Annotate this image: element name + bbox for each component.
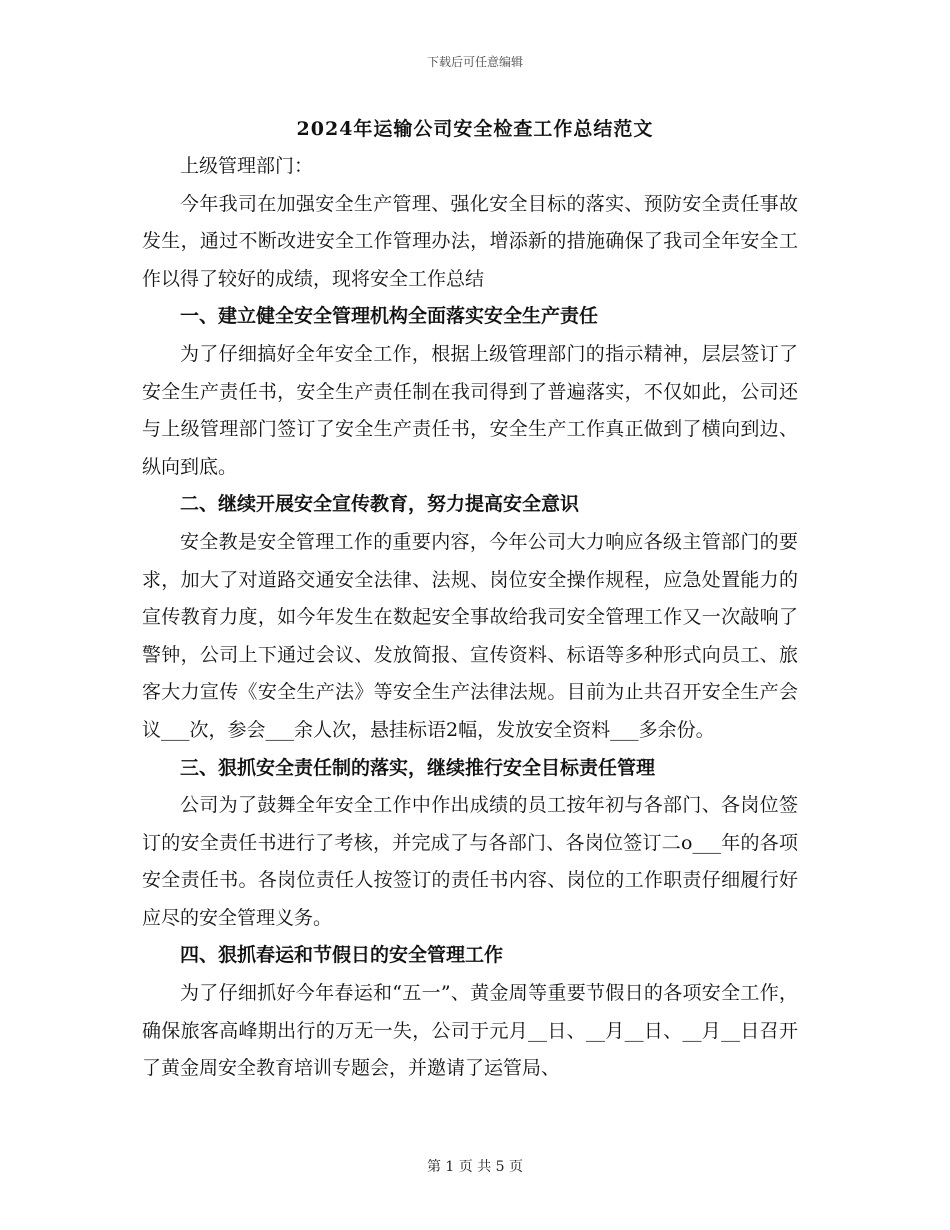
section-heading-1: 一、建立健全安全管理机构全面落实安全生产责任: [180, 305, 599, 328]
document-title: 2024年运输公司安全检查工作总结范文: [296, 118, 654, 140]
header-note: 下载后可任意编辑: [426, 55, 523, 69]
document-body: [142, 148, 798, 1088]
salutation: 上级管理部门：: [180, 155, 314, 177]
section-heading-2: 二、继续开展安全宣传教育，努力提高安全意识: [180, 493, 580, 516]
page-number-footer: 第 1 页 共 5 页: [426, 1159, 524, 1175]
paragraph-intro: 今年我司在加强安全生产管理、强化安全目标的落实、预防安全责任事故发生，通过不断改进安全工作管理办法，增添新的措施确保了我司全年安全工作以得了较好的成绩，现将安全工作总结: [142, 192, 798, 290]
section-heading-3: 三、狠抓安全责任制的落实，继续推行安全目标责任管理: [180, 756, 656, 779]
section-heading-4: 四、狠抓春运和节假日的安全管理工作: [180, 944, 504, 967]
paragraph-section-4: 为了仔细抓好今年春运和“五一”、黄金周等重要节假日的各项安全工作，确保旅客高峰期出行的万无一失，公司于元月__日、__月__日、__月__日召开了黄金周安全教育培训专题会，并邀请了运管局、: [142, 982, 798, 1080]
paragraph-section-1: 为了仔细搞好全年安全工作，根据上级管理部门的指示精神，层层签订了安全生产责任书，安全生产责任制在我司得到了普遍落实，不仅如此，公司还与上级管理部门签订了安全生产责任书，安全生产工作真正做到了横向到边、纵向到底。: [142, 342, 798, 478]
paragraph-section-3: 公司为了鼓舞全年安全工作中作出成绩的员工按年初与各部门、各岗位签订的安全责任书进行了考核，并完成了与各部门、各岗位签订二o___年的各项安全责任书。各岗位责任人按签订的责任书内容、岗位的工作职责仔细履行好应尽的安全管理义务。: [142, 794, 798, 929]
paragraph-section-2: 安全教是安全管理工作的重要内容，今年公司大力响应各级主管部门的要求，加大了对道路交通安全法律、法规、岗位安全操作规程，应急处置能力的宣传教育力度，如今年发生在数起安全事故给我司安全管理工作又一次敲响了警钟，公司上下通过会议、发放简报、宣传资料、标语等多种形式向员工、旅客大力宣传《安全生产法》等安全生产法律法规。目前为止共召开安全生产会议___次，参会___余人次，悬挂标语2幅，发放安全资料___多余份。: [142, 530, 798, 741]
